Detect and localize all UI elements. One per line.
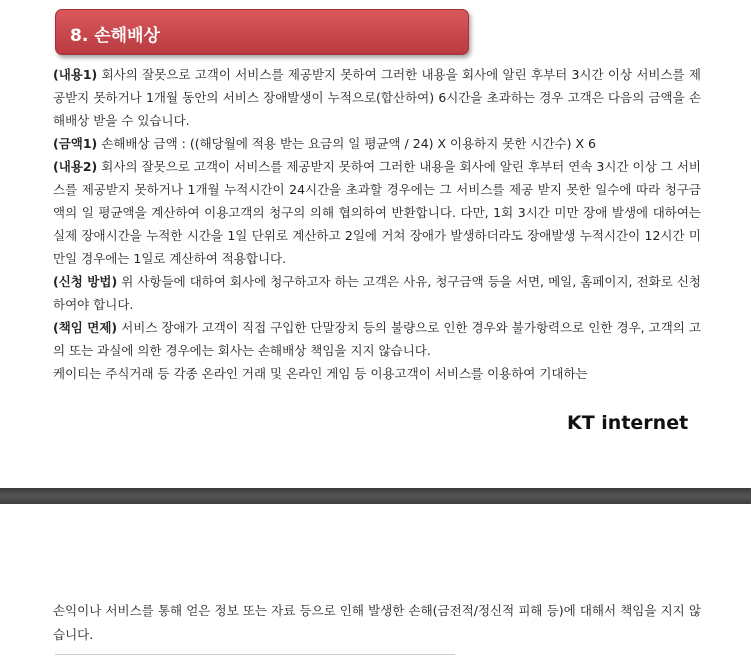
- paragraph-amount1: [53, 132, 701, 155]
- content2-text: 회사의 잘못으로 고객이 서비스를 제공받지 못하여 그러한 내용을 회사에 알린 후부터 연속 3시간 이상 그 서비스를 제공받지 못하거나 1개월 누적시간이 24시간을 초과할 경우에는 그 서비스를 제공 받지 못한 일수에 따라 청구금액의 일 평균액을 계산하여 이용고객의 청구의 의해 협의하여 반환합니다. 다만, 1회 3시간 미만 장애 발생에 대하여는 실제 장애시간을 누적한 시간을 1일 단위로 계산하고 2일에 거쳐 장애가 발생하더라도 장애발생 누적시간이 12시간 미만일 경우에는 1일로 계산하여 적용합니다.: [53, 159, 701, 266]
- paragraph-kt-line: 케이티는 주식거래 등 각종 온라인 거래 및 온라인 게임 등 이용고객이 서비스를 이용하여 기대하는: [53, 366, 588, 381]
- apply-label: (신청 방법): [53, 274, 118, 289]
- paragraph-content1: [53, 63, 701, 132]
- paragraph-exemption: [53, 316, 701, 362]
- apply-text: 위 사항들에 대하여 회사에 청구하고자 하는 고객은 사유, 청구금액 등을 서면, 메일, 홈페이지, 전화로 신청하여야 합니다.: [53, 274, 702, 312]
- section-header: [55, 9, 469, 55]
- document-body-continued: [53, 599, 701, 647]
- paragraph-content2: [53, 155, 701, 270]
- divider: [55, 654, 455, 655]
- amount1-text: 손해배상 금액 : ((해당월에 적용 받는 요금의 일 평균액 / 24) X 이용하지 못한 시간수) X 6: [97, 136, 596, 151]
- content2-label: (내용2): [53, 159, 98, 174]
- amount1-label: (금액1): [53, 136, 98, 151]
- content1-label: (내용1): [53, 67, 98, 82]
- exempt-label: (책임 면제): [53, 320, 118, 335]
- page-separator: [0, 488, 751, 504]
- document-body: [53, 63, 701, 385]
- content1-text: 회사의 잘못으로 고객이 서비스를 제공받지 못하여 그러한 내용을 회사에 알린 후부터 3시간 이상 서비스를 제공받지 못하거나 1개월 동안의 서비스 장애발생이 누적으로(합산하여) 6시간을 초과하는 경우 고객은 다음의 금액을 손해배상 받을 수 있습니다.: [53, 67, 701, 128]
- paragraph-continued: 손익이나 서비스를 통해 얻은 정보 또는 자료 등으로 인해 발생한 손해(금전적/정신적 피해 등)에 대해서 책임을 지지 않습니다.: [53, 603, 701, 642]
- paragraph-apply-method: [53, 270, 701, 316]
- exempt-text: 서비스 장애가 고객이 직접 구입한 단말장치 등의 불량으로 인한 경우와 불가항력으로 인한 경우, 고객의 고의 또는 과실에 의한 경우에는 회사는 손해배상 책임을 지지 않습니다.: [53, 320, 701, 358]
- kt-internet-label: KT internet: [567, 412, 689, 434]
- section-title: 8. 손해배상: [70, 26, 160, 46]
